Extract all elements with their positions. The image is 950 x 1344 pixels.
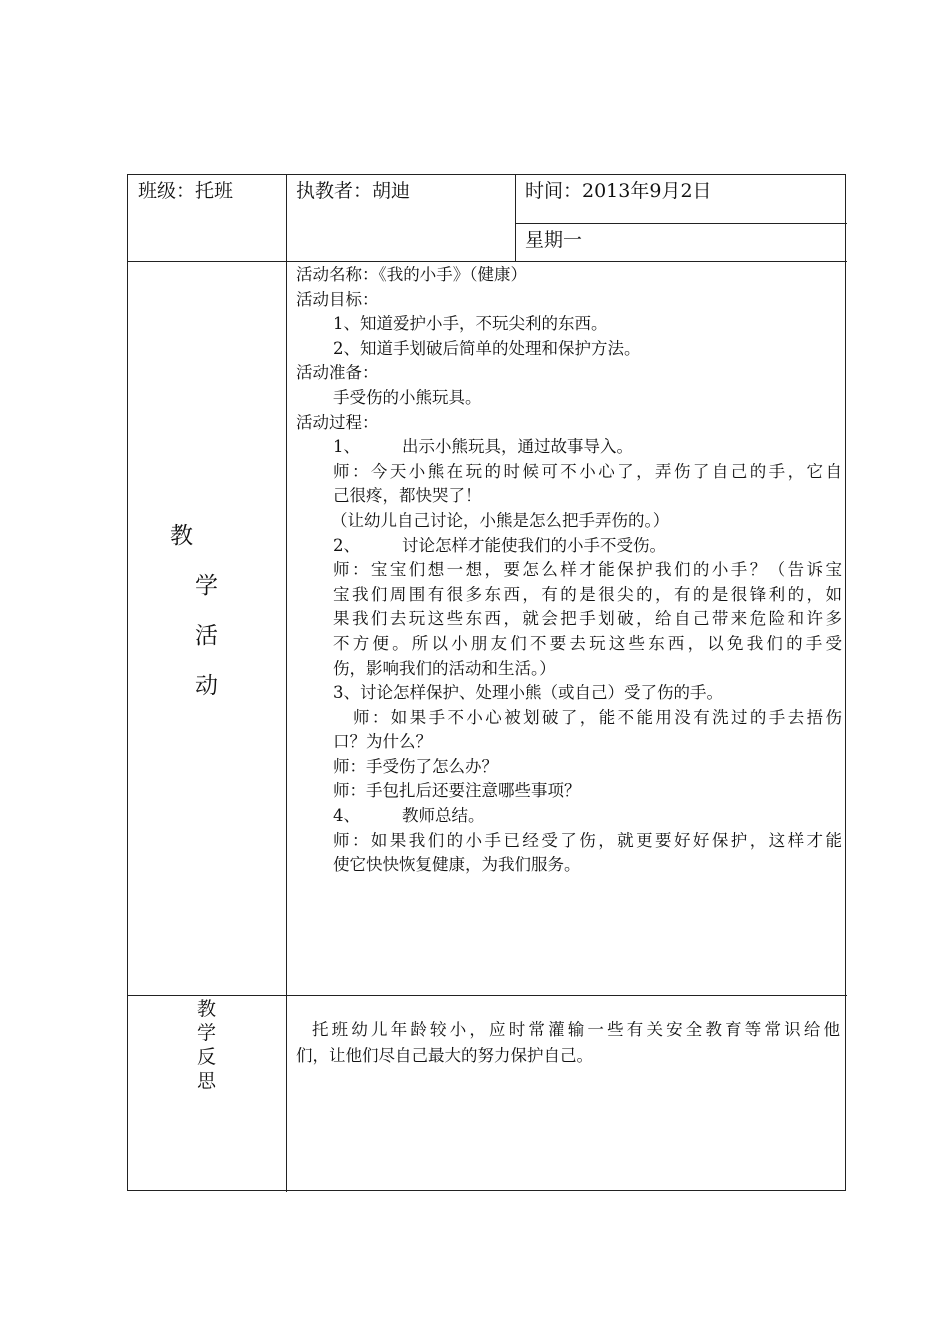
- note-line: （让幼儿自己讨论，小熊是怎么把手弄伤的。）: [331, 510, 670, 530]
- activity-content: [296, 263, 842, 878]
- dialogue-line: 使它快快恢复健康，为我们服务。: [333, 855, 581, 875]
- prep-title: 活动准备：: [296, 363, 379, 383]
- weekday-field: 星期一: [525, 229, 583, 251]
- goal-item: 2、知道手划破后简单的处理和保护方法。: [333, 338, 641, 358]
- class-field: 班级：托班: [138, 180, 234, 202]
- reflection-line: 托班幼儿年龄较小，应时常灌输一些有关安全教育等常识给他: [312, 1020, 840, 1039]
- step-number: 4、: [333, 806, 360, 826]
- column-divider: [286, 175, 287, 1192]
- process-step: [296, 435, 842, 460]
- step-text: 讨论怎样才能使我们的小手不受伤。: [402, 535, 666, 555]
- teacher-field: 执教者：胡迪: [296, 180, 411, 202]
- dialogue-line: 己很疼，都快哭了！: [333, 486, 482, 506]
- reflection-label-char: 学: [197, 1022, 217, 1044]
- dialogue-line: 口？为什么？: [333, 732, 432, 752]
- lesson-plan-table: [127, 174, 846, 1191]
- goals-title: 活动目标：: [296, 289, 379, 309]
- activity-label-char: 教: [170, 523, 193, 549]
- dialogue-line: 伤，影响我们的活动和生活。）: [333, 658, 556, 678]
- reflection-label-char: 反: [197, 1046, 217, 1068]
- process-step: [296, 534, 842, 559]
- dialogue-line: 果我们去玩这些东西，就会把手划破，给自己带来危险和许多: [333, 609, 842, 629]
- step-text: 教师总结。: [402, 806, 485, 826]
- dialogue-line: 不方便。所以小朋友们不要去玩这些东西，以免我们的手受: [333, 633, 842, 653]
- activity-label-char: 活: [195, 623, 218, 649]
- row-divider: [515, 223, 847, 224]
- dialogue-line: 师：如果手不小心被划破了，能不能用没有洗过的手去捂伤: [353, 707, 842, 727]
- reflection-label-char: 教: [197, 998, 217, 1020]
- reflection-content: [296, 1017, 840, 1069]
- date-field: 时间：2013年9月2日: [525, 180, 712, 202]
- step-number: 2、: [333, 535, 360, 555]
- reflection-line: 们，让他们尽自己最大的努力保护自己。: [296, 1046, 593, 1065]
- prep-item: 手受伤的小熊玩具。: [333, 387, 482, 407]
- dialogue-line: 师：宝宝们想一想，要怎么样才能保护我们的小手？（告诉宝: [333, 560, 842, 580]
- column-divider: [515, 175, 516, 261]
- row-divider: [128, 995, 847, 996]
- step-number: 1、: [333, 437, 360, 457]
- process-step: [296, 804, 842, 829]
- goal-item: 1、知道爱护小手，不玩尖利的东西。: [333, 314, 608, 334]
- row-divider: [128, 261, 847, 262]
- reflection-label-char: 思: [197, 1070, 217, 1092]
- step-text: 出示小熊玩具，通过故事导入。: [402, 437, 633, 457]
- dialogue-line: 师：今天小熊在玩的时候可不小心了，弄伤了自己的手，它自: [333, 461, 842, 481]
- dialogue-line: 师：手包扎后还要注意哪些事项？: [333, 781, 581, 801]
- process-title: 活动过程：: [296, 412, 379, 432]
- activity-label-char: 学: [195, 573, 218, 599]
- dialogue-line: 师：手受伤了怎么办？: [333, 756, 498, 776]
- process-step: 3、讨论怎样保护、处理小熊（或自己）受了伤的手。: [333, 683, 723, 703]
- activity-label-char: 动: [195, 673, 218, 699]
- activity-name: 活动名称：《我的小手》（健康）: [296, 265, 527, 284]
- dialogue-line: 师：如果我们的小手已经受了伤，就更要好好保护，这样才能: [333, 830, 842, 850]
- dialogue-line: 宝我们周围有很多东西，有的是很尖的，有的是很锋利的，如: [333, 584, 842, 604]
